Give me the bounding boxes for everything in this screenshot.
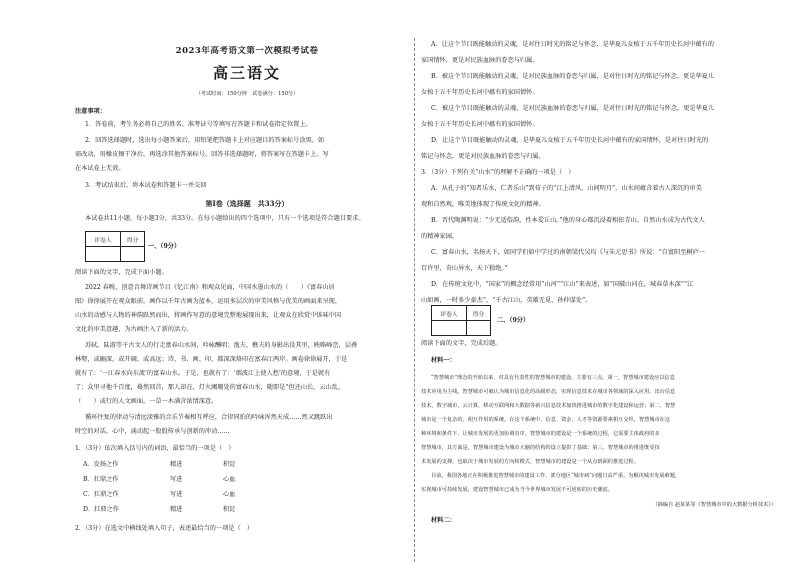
passage-line: 苏轼、陆游等千古文人的行走富春山水间，吟咏酬唱；渔夫、樵夫的身影出没其里，映略峰峦，层叠 bbox=[85, 342, 358, 349]
question-1-stem: 1．（3分）依次填入括号内的词语，最恰当的一项是（ ） bbox=[75, 445, 235, 452]
column-divider bbox=[414, 38, 415, 562]
material-line: 技术应用为主线。智慧城市可被认为城市信息化的高级形态，实现信息技术在城市各领域的深入应用，出台信息 bbox=[421, 389, 676, 395]
q1-option-b-word2: 写进 bbox=[170, 476, 183, 483]
passage-line: 林壑，或幽深，或开阔，或高远；诗、书、画、印，都深深烙印在富春江两岸。画卷徐徐展开，于是 bbox=[75, 356, 348, 363]
q1-option-a-word2: 精进 bbox=[170, 461, 183, 468]
read-prompt-2: 阅读下面的文字，完成后题。 bbox=[421, 340, 502, 347]
q3-option-line[interactable]: A．从孔子的“知者乐水，仁者乐山”到荀子的“江上清风，山间明月”，山水间蕴含着古人深沉的审美 bbox=[431, 185, 702, 192]
passage-line: 2022 春晚，创意音舞诗画节目《忆江南》和观众见面，中国水墨山水的（ ）《富春山居 bbox=[85, 284, 335, 291]
grader-cell[interactable] bbox=[86, 247, 121, 262]
q3-option-line[interactable]: C．富春山水，名扬天下，如同学们如中学过的南朝梁代吴均《与朱元思书》所说：“自富阳至桐庐一 bbox=[431, 249, 705, 256]
q1-option-d[interactable]: D．扛鼎之作 bbox=[83, 506, 119, 513]
passage-line: 循环往复的律动与清远淡雅的音乐节奏相互呼应，合律同拍的吟咏浑然天成……然又跳跃出 bbox=[85, 414, 333, 421]
q1-option-d-word3: 积淀 bbox=[223, 506, 236, 513]
material-2-label: 材料二： bbox=[431, 517, 456, 524]
note-item: 2．回答选择题时，选出每小题答案后，用铅笔把答题卡上对应题目的答案标号涂黑。如 bbox=[85, 137, 325, 144]
subject-title: 高三语文 bbox=[212, 64, 281, 82]
q1-option-b-word3: 心血 bbox=[223, 476, 236, 483]
q2-option-line[interactable]: A．让这个节目既能触动的灵魂，是对往日时光的铭记与怀念，是华夏儿女植于五千年历史长河中蕴有的 bbox=[431, 41, 714, 48]
note-item: 1．答卷前，考生务必将自己的姓名、准考证号等填写在答题卡和试卷指定位置上。 bbox=[85, 121, 312, 128]
q2-option-line[interactable]: C．被这个节目既能触动的灵魂，是对民族血脉的眷恋与归属，是对往日时光的铭记与怀念，更是华夏儿 bbox=[431, 105, 715, 112]
note-item: 3．考试结束后，将本试卷和答题卡一并交回 bbox=[85, 182, 207, 189]
q2-option-line[interactable]: D．让这个节目既能触动的灵魂，是华夏儿女植于五千年历史长河中蕴有的家国情怀，是对往日时光的 bbox=[431, 137, 709, 144]
notes-heading: 注意事项： bbox=[75, 108, 106, 115]
passage-line: 图》徐徐展开在观众眼前。画作以千年古画为蓝本，运用多层次的审美风格与优美的画面来呈现， bbox=[75, 298, 342, 305]
passage-line: 了：众里寻他千百度，蓦然回首，那人却在，灯火阑珊处的富春山水，随即是“但还山长，云山乱， bbox=[75, 384, 345, 391]
material-line: 实现城市可持续发展，建设智慧城市已成为当今世界城市发展不可逆转的历史潮流。 bbox=[421, 487, 613, 493]
material-line: 术发展的支撑，也取决于城市发展的方向和模式，智慧城市的建设是一个从点到面的推进过程。 bbox=[421, 459, 639, 465]
q2-option-line: 女植于五千年历史长河中蕴有的家国情怀。 bbox=[421, 89, 539, 96]
q2-option-line: 女植于五千年历史长河中蕴有的家国情怀。 bbox=[421, 121, 539, 128]
q1-option-c[interactable]: C．扛鼎之作 bbox=[83, 491, 119, 498]
passage-line: 山水的动感与人物的神韵跃然而出，将画作写意的意境完整地展现出来，让观众在欣赏中体味中国 bbox=[75, 312, 342, 319]
section1-heading: 第Ⅰ卷（选择题 共33分） bbox=[205, 199, 289, 208]
passage-line: 时空的对话，心中，涌动起一股股传承与创新的冲动…… bbox=[75, 428, 230, 435]
material-line: 种环境和条件下，让城市发展的更加协调有序。智慧城市的建设是一个系统的过程，它需要主体政府的多 bbox=[421, 431, 660, 437]
q1-option-c-word2: 写进 bbox=[170, 491, 183, 498]
part-one-label: 一、（9分） bbox=[148, 243, 181, 250]
grader-label: 评卷人 bbox=[432, 306, 467, 321]
q3-option-line[interactable]: D．在传统文化中，“国家”的概念经常用“山河”“江山”来表述，如“国破山河在，城春草木深”“江 bbox=[431, 281, 694, 288]
material-line: “智慧城市”理念的开始以来，对具有代表性的智慧城市的建设，主要有三点。第一，智慧城市建设应以信息 bbox=[431, 375, 675, 381]
q1-option-d-word2: 精进 bbox=[170, 506, 183, 513]
score-table-2 bbox=[431, 305, 491, 336]
note-item: 需改动，用橡皮擦干净后，再选涂其他答案标号。回答非选择题时，将答案写在答题卡上。写 bbox=[75, 151, 329, 158]
part-two-label: 二、（9分） bbox=[497, 317, 530, 324]
q3-option-line[interactable]: B．晋代陶渊明说：“少无适俗韵，性本爱丘山。”他的身心都沉浸着相依青山、自然山水成为古代文人 bbox=[431, 217, 705, 224]
note-item: 在本试卷上无效。 bbox=[75, 165, 125, 172]
material-line: 智慧城市，其方面是，智慧城市建设为城市大脑的结构的设立提供了基础；第三，智慧城市的推进既受技 bbox=[421, 445, 660, 451]
passage-line: 文化的审美意趣，为古画注入了新的活力。 bbox=[75, 326, 193, 333]
score-label: 得分 bbox=[121, 232, 145, 247]
q3-option-line: 百许里，奇山异水，天下独绝。” bbox=[421, 265, 508, 272]
score-cell[interactable] bbox=[467, 321, 491, 336]
exam-title: 2023年高考语文第一次模拟考试卷 bbox=[175, 46, 319, 56]
question-3-stem: 3．（3分）下列有关“山水”的理解不正确的一项是（ ） bbox=[421, 169, 575, 176]
material-line: 城市是一个复杂的，相互作用的系统。在这个系统中，信息、资金、人才等资源要素相互交织，智慧城市在这 bbox=[421, 417, 671, 423]
q1-option-a[interactable]: A．发扬之作 bbox=[83, 461, 119, 468]
material-line: 目前，我国各地正在积极推进智慧城市的建设工作，部分地区“城市病”问题日益严重。为解决城市发展难题， bbox=[431, 473, 681, 479]
score-table bbox=[85, 231, 145, 262]
q3-option-line: 山如画，一时多少豪杰”，“千古江山，英雄无觅，孙仲谋处”。 bbox=[421, 297, 592, 304]
grader-label: 评卷人 bbox=[86, 232, 121, 247]
q2-option-line[interactable]: B．被这个节目既能触动的灵魂，是对民族血脉的眷恋与归属，是对往日时光的铭记与怀念，更是华夏儿 bbox=[431, 73, 714, 80]
q2-option-line: 家国情怀，更是对民族血脉的眷恋与归属。 bbox=[421, 57, 539, 64]
question-2-stem: 2．（3分）在选文中横线处填入句子，表述最恰当的一项是（ ） bbox=[75, 525, 254, 532]
grader-cell[interactable] bbox=[432, 321, 467, 336]
exam-info: （考试时间：150分钟 试卷满分：150分） bbox=[195, 91, 299, 97]
q3-option-line: 的精神家园。 bbox=[421, 233, 459, 240]
passage-line: （ ）或行的人文画面。一草一木满含浓情深意。 bbox=[75, 398, 218, 405]
section1-intro: 本试卷共11小题，每小题3分，共33分。在每小题给出的四个选项中，只有一个选项是符合题目要求。 bbox=[85, 215, 365, 222]
material-1-label: 材料一： bbox=[431, 357, 456, 364]
score-label: 得分 bbox=[467, 306, 491, 321]
q1-option-c-word3: 心血 bbox=[223, 491, 236, 498]
read-prompt: 阅读下面的文字，完成下面小题。 bbox=[75, 269, 168, 276]
q3-option-line: 观和自然观，唯美地体现了传统文化的精神。 bbox=[421, 201, 545, 208]
citation: （摘编自 赵某某等《智慧城市中的大数据分析技术》） bbox=[652, 502, 776, 508]
material-line: 技术，数字城市，云计算，移动互联网和大数据等新兴信息技术加快推进城市的数字化建设和运营；第二，智慧 bbox=[421, 403, 676, 409]
q1-option-a-word3: 积淀 bbox=[223, 461, 236, 468]
q2-option-line: 铭记与怀念，更是对民族血脉的眷恋与归属。 bbox=[421, 153, 545, 160]
passage-line: 就有了：‘一江春水向东流’的富春山水。于是，也就有了：‘烟波江上使人愁’的意境，于是就有 bbox=[75, 370, 331, 377]
q1-option-b[interactable]: B．扛鼎之作 bbox=[83, 476, 119, 483]
score-cell[interactable] bbox=[121, 247, 145, 262]
